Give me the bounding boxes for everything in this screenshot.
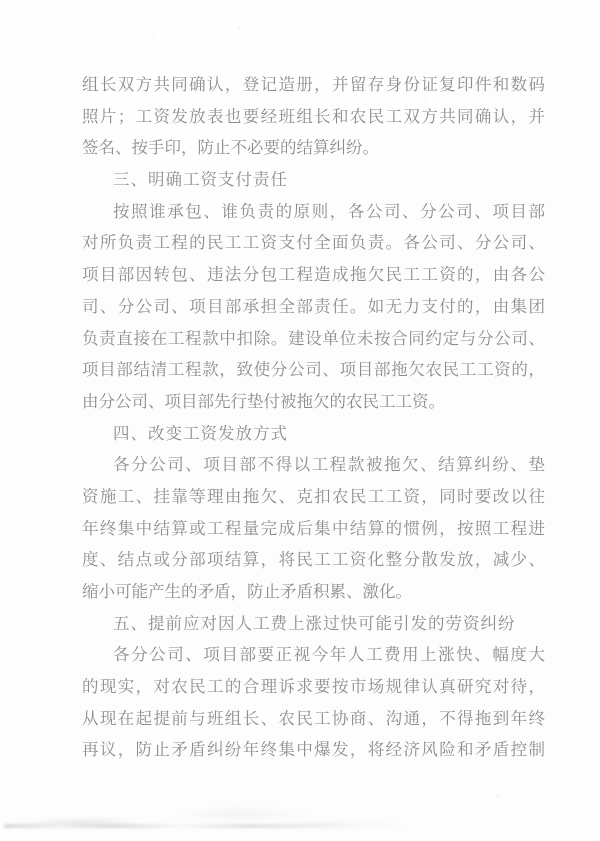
text-line: 由分公司、项目部先行垫付被拖欠的农民工工资。 <box>82 391 445 411</box>
section-heading: 四、改变工资发放方式 <box>113 423 288 443</box>
text-line: 缩小可能产生的矛盾，防止矛盾积累、激化。 <box>82 582 412 601</box>
text-line: 项目部结清工程款，致使分公司、项目部拖欠农民工工资的， <box>82 360 545 380</box>
scan-smudge <box>14 816 144 828</box>
document-body-text <box>82 69 545 766</box>
text-line: 对所负责工程的民工工资支付全面负责。各公司、分公司、 <box>82 233 545 253</box>
section-heading: 三、明确工资支付责任 <box>113 170 288 190</box>
text-line: 度、结点或分部项结算，将民工工资化整分散发放，减少、 <box>82 550 545 570</box>
text-line: 组长双方共同确认，登记造册，并留存身份证复印件和数码 <box>82 75 545 94</box>
text-line: 负责直接在工程款中扣除。建设单位未按合同约定与分公司、 <box>82 328 545 348</box>
text-line: 年终集中结算或工程量完成后集中结算的惯例，按照工程进 <box>82 518 545 538</box>
text-line: 按照谁承包、谁负责的原则，各公司、分公司、项目部 <box>113 201 545 221</box>
text-line: 资施工、挂靠等理由拖欠、克扣农民工工资，同时要改以往 <box>82 486 545 506</box>
text-line: 的现实，对农民工的合理诉求要按市场规律认真研究对待， <box>82 677 545 697</box>
text-line: 司、分公司、项目部承担全部责任。如无力支付的，由集团 <box>82 296 545 316</box>
text-line: 各分公司、项目部不得以工程款被拖欠、结算纠纷、垫 <box>113 455 545 475</box>
text-line: 各分公司、项目部要正视今年人工费用上涨快、幅度大 <box>113 645 545 665</box>
scan-smudge <box>172 808 312 820</box>
text-line: 项目部因转包、违法分包工程造成拖欠民工工资的，由各公 <box>82 265 545 285</box>
text-line: 再议，防止矛盾纠纷年终集中爆发，将经济风险和矛盾控制 <box>82 740 545 760</box>
scan-smudge <box>4 824 344 828</box>
text-line: 照片；工资发放表也要经班组长和农民工双方共同确认，并 <box>82 106 545 126</box>
text-line: 签名、按手印，防止不必要的结算纠纷。 <box>82 138 379 158</box>
scan-smudge <box>260 822 410 827</box>
text-line: 从现在起提前与班组长、农民工协商、沟通，不得拖到年终 <box>82 708 545 728</box>
scan-noise-specks <box>0 0 2 2</box>
section-heading: 五、提前应对因人工费上涨过快可能引发的劳资纠纷 <box>113 613 516 633</box>
